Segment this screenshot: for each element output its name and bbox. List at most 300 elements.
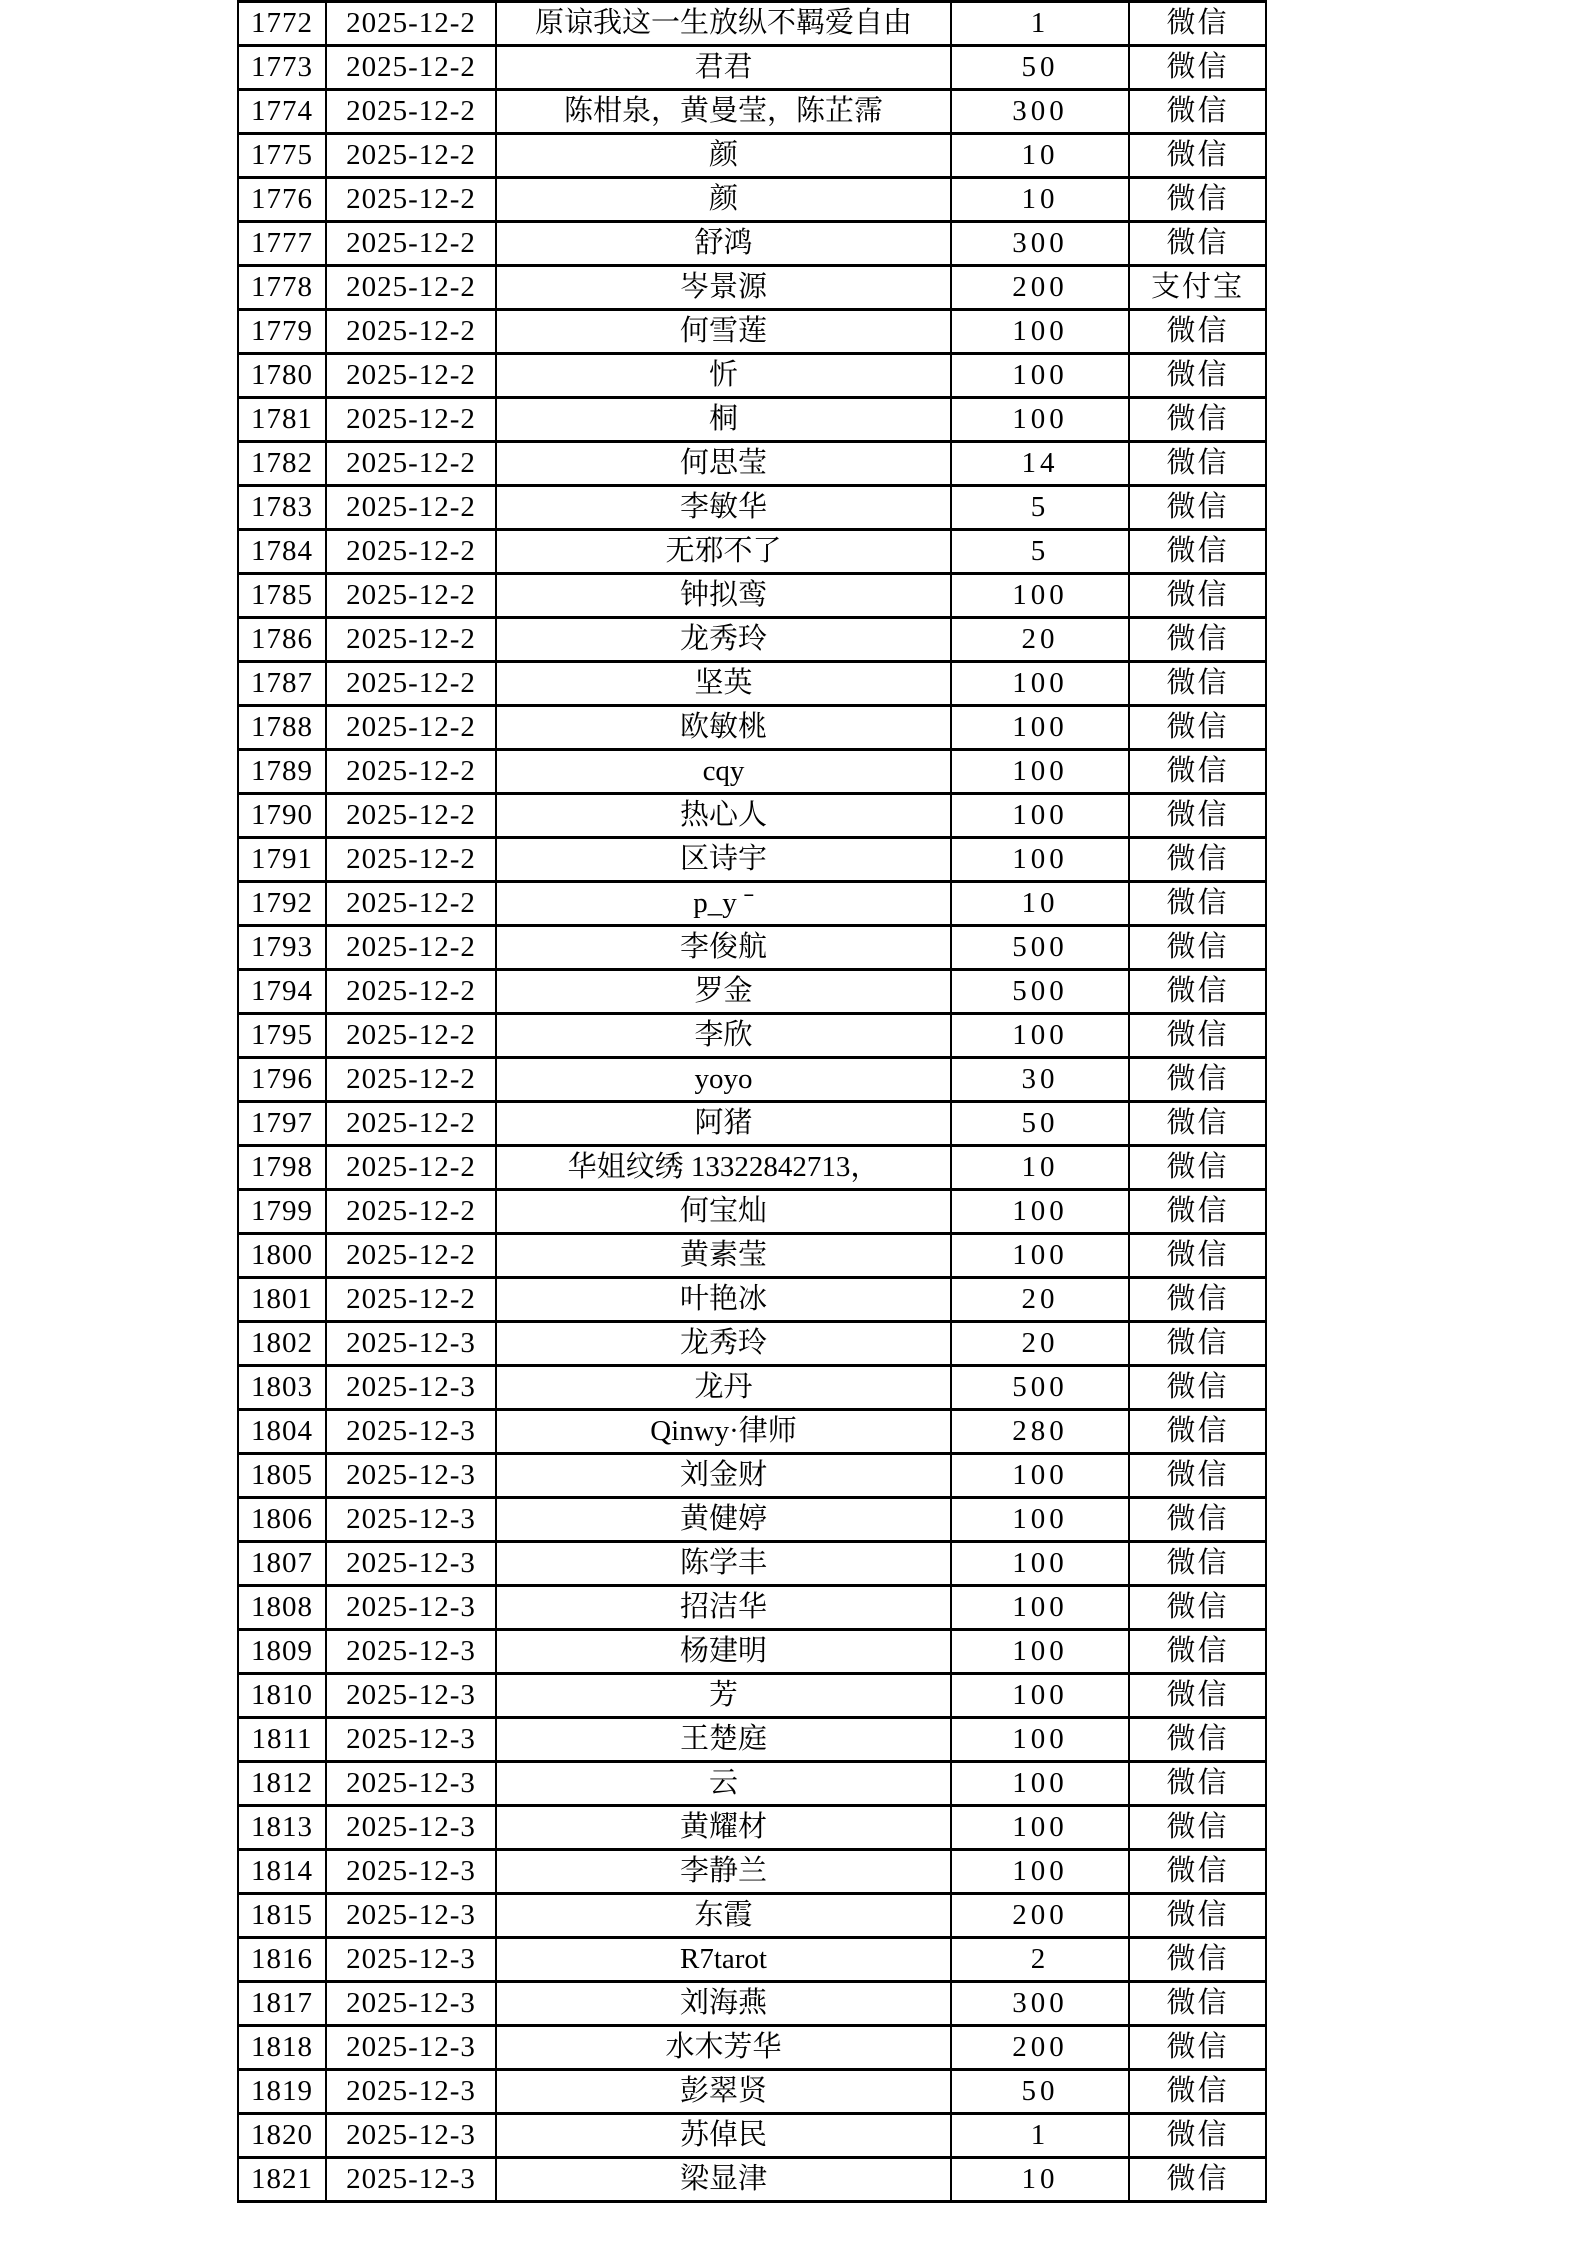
date-cell: 2025-12-2 bbox=[326, 882, 496, 926]
table-row bbox=[238, 1366, 1266, 1410]
amount-cell: 100 bbox=[951, 838, 1129, 882]
amount-cell: 100 bbox=[951, 310, 1129, 354]
row-number-cell: 1803 bbox=[238, 1366, 326, 1410]
name-cell: 华姐纹绣 13322842713， bbox=[496, 1146, 951, 1190]
payment-method-cell: 微信 bbox=[1129, 750, 1266, 794]
name-cell: 黄健婷 bbox=[496, 1498, 951, 1542]
payment-method-cell: 微信 bbox=[1129, 1410, 1266, 1454]
payment-method-cell: 微信 bbox=[1129, 1850, 1266, 1894]
name-cell: 李敏华 bbox=[496, 486, 951, 530]
row-number-cell: 1818 bbox=[238, 2026, 326, 2070]
amount-cell: 100 bbox=[951, 1718, 1129, 1762]
name-cell: 坚英 bbox=[496, 662, 951, 706]
table-row bbox=[238, 530, 1266, 574]
name-cell: R7tarot bbox=[496, 1938, 951, 1982]
amount-cell: 100 bbox=[951, 354, 1129, 398]
payment-method-cell: 微信 bbox=[1129, 1014, 1266, 1058]
amount-cell: 100 bbox=[951, 662, 1129, 706]
payment-method-cell: 微信 bbox=[1129, 310, 1266, 354]
table-row bbox=[238, 222, 1266, 266]
date-cell: 2025-12-2 bbox=[326, 1234, 496, 1278]
name-cell: 桐 bbox=[496, 398, 951, 442]
row-number-cell: 1781 bbox=[238, 398, 326, 442]
payment-method-cell: 微信 bbox=[1129, 1806, 1266, 1850]
payment-method-cell: 微信 bbox=[1129, 46, 1266, 90]
name-cell: 罗金 bbox=[496, 970, 951, 1014]
name-cell: 彭翠贤 bbox=[496, 2070, 951, 2114]
table-row bbox=[238, 2, 1266, 46]
name-cell: 岑景源 bbox=[496, 266, 951, 310]
amount-cell: 500 bbox=[951, 926, 1129, 970]
name-cell: 何雪莲 bbox=[496, 310, 951, 354]
table-row bbox=[238, 90, 1266, 134]
amount-cell: 300 bbox=[951, 1982, 1129, 2026]
row-number-cell: 1795 bbox=[238, 1014, 326, 1058]
name-cell: 梁显津 bbox=[496, 2158, 951, 2202]
amount-cell: 2 bbox=[951, 1938, 1129, 1982]
payment-method-cell: 微信 bbox=[1129, 926, 1266, 970]
name-cell: 热心人 bbox=[496, 794, 951, 838]
date-cell: 2025-12-2 bbox=[326, 266, 496, 310]
donation-record-table bbox=[237, 0, 1267, 2203]
payment-method-cell: 微信 bbox=[1129, 1542, 1266, 1586]
row-number-cell: 1791 bbox=[238, 838, 326, 882]
amount-cell: 10 bbox=[951, 134, 1129, 178]
date-cell: 2025-12-2 bbox=[326, 530, 496, 574]
date-cell: 2025-12-2 bbox=[326, 354, 496, 398]
payment-method-cell: 微信 bbox=[1129, 1674, 1266, 1718]
table-row bbox=[238, 1718, 1266, 1762]
payment-method-cell: 微信 bbox=[1129, 2026, 1266, 2070]
amount-cell: 100 bbox=[951, 794, 1129, 838]
row-number-cell: 1773 bbox=[238, 46, 326, 90]
row-number-cell: 1821 bbox=[238, 2158, 326, 2202]
payment-method-cell: 微信 bbox=[1129, 1938, 1266, 1982]
date-cell: 2025-12-3 bbox=[326, 1322, 496, 1366]
date-cell: 2025-12-2 bbox=[326, 310, 496, 354]
payment-method-cell: 微信 bbox=[1129, 882, 1266, 926]
amount-cell: 14 bbox=[951, 442, 1129, 486]
row-number-cell: 1776 bbox=[238, 178, 326, 222]
table-row bbox=[238, 1674, 1266, 1718]
amount-cell: 500 bbox=[951, 970, 1129, 1014]
amount-cell: 20 bbox=[951, 1322, 1129, 1366]
date-cell: 2025-12-3 bbox=[326, 1762, 496, 1806]
date-cell: 2025-12-2 bbox=[326, 662, 496, 706]
payment-method-cell: 微信 bbox=[1129, 706, 1266, 750]
payment-method-cell: 微信 bbox=[1129, 1498, 1266, 1542]
row-number-cell: 1797 bbox=[238, 1102, 326, 1146]
amount-cell: 10 bbox=[951, 2158, 1129, 2202]
row-number-cell: 1800 bbox=[238, 1234, 326, 1278]
table-row bbox=[238, 1498, 1266, 1542]
date-cell: 2025-12-2 bbox=[326, 1102, 496, 1146]
amount-cell: 20 bbox=[951, 618, 1129, 662]
name-cell: 刘海燕 bbox=[496, 1982, 951, 2026]
date-cell: 2025-12-2 bbox=[326, 618, 496, 662]
amount-cell: 200 bbox=[951, 2026, 1129, 2070]
name-cell: 黄耀材 bbox=[496, 1806, 951, 1850]
name-cell: 黄素莹 bbox=[496, 1234, 951, 1278]
row-number-cell: 1784 bbox=[238, 530, 326, 574]
payment-method-cell: 微信 bbox=[1129, 1454, 1266, 1498]
name-cell: 苏倬民 bbox=[496, 2114, 951, 2158]
row-number-cell: 1786 bbox=[238, 618, 326, 662]
name-cell: 区诗宇 bbox=[496, 838, 951, 882]
date-cell: 2025-12-2 bbox=[326, 838, 496, 882]
amount-cell: 20 bbox=[951, 1278, 1129, 1322]
amount-cell: 300 bbox=[951, 222, 1129, 266]
name-cell: 龙丹 bbox=[496, 1366, 951, 1410]
payment-method-cell: 微信 bbox=[1129, 2, 1266, 46]
table-row bbox=[238, 486, 1266, 530]
name-cell: 李欣 bbox=[496, 1014, 951, 1058]
table-row bbox=[238, 1982, 1266, 2026]
name-cell: 何思莹 bbox=[496, 442, 951, 486]
payment-method-cell: 微信 bbox=[1129, 1234, 1266, 1278]
amount-cell: 500 bbox=[951, 1366, 1129, 1410]
row-number-cell: 1798 bbox=[238, 1146, 326, 1190]
payment-method-cell: 微信 bbox=[1129, 134, 1266, 178]
date-cell: 2025-12-3 bbox=[326, 2026, 496, 2070]
name-cell: 君君 bbox=[496, 46, 951, 90]
date-cell: 2025-12-3 bbox=[326, 1366, 496, 1410]
table-row bbox=[238, 2114, 1266, 2158]
payment-method-cell: 微信 bbox=[1129, 1718, 1266, 1762]
payment-method-cell: 微信 bbox=[1129, 1322, 1266, 1366]
name-cell: p_y ˉ bbox=[496, 882, 951, 926]
date-cell: 2025-12-2 bbox=[326, 1058, 496, 1102]
date-cell: 2025-12-2 bbox=[326, 706, 496, 750]
table-row bbox=[238, 354, 1266, 398]
amount-cell: 100 bbox=[951, 1630, 1129, 1674]
table-row bbox=[238, 1014, 1266, 1058]
name-cell: 龙秀玲 bbox=[496, 1322, 951, 1366]
amount-cell: 5 bbox=[951, 530, 1129, 574]
payment-method-cell: 微信 bbox=[1129, 90, 1266, 134]
table-row bbox=[238, 398, 1266, 442]
payment-method-cell: 微信 bbox=[1129, 1366, 1266, 1410]
date-cell: 2025-12-2 bbox=[326, 970, 496, 1014]
table-row bbox=[238, 750, 1266, 794]
table-row bbox=[238, 1630, 1266, 1674]
date-cell: 2025-12-3 bbox=[326, 1718, 496, 1762]
row-number-cell: 1792 bbox=[238, 882, 326, 926]
table-row bbox=[238, 2158, 1266, 2202]
table-row bbox=[238, 1894, 1266, 1938]
date-cell: 2025-12-2 bbox=[326, 1190, 496, 1234]
row-number-cell: 1808 bbox=[238, 1586, 326, 1630]
amount-cell: 50 bbox=[951, 46, 1129, 90]
row-number-cell: 1819 bbox=[238, 2070, 326, 2114]
name-cell: 李静兰 bbox=[496, 1850, 951, 1894]
name-cell: Qinwy·律师 bbox=[496, 1410, 951, 1454]
table-row bbox=[238, 618, 1266, 662]
name-cell: 王楚庭 bbox=[496, 1718, 951, 1762]
table-row bbox=[238, 442, 1266, 486]
table-row bbox=[238, 1322, 1266, 1366]
row-number-cell: 1790 bbox=[238, 794, 326, 838]
table-row bbox=[238, 1102, 1266, 1146]
name-cell: 无邪不了 bbox=[496, 530, 951, 574]
name-cell: 欧敏桃 bbox=[496, 706, 951, 750]
row-number-cell: 1788 bbox=[238, 706, 326, 750]
date-cell: 2025-12-2 bbox=[326, 398, 496, 442]
row-number-cell: 1817 bbox=[238, 1982, 326, 2026]
name-cell: 原谅我这一生放纵不羁爱自由 bbox=[496, 2, 951, 46]
table-row bbox=[238, 46, 1266, 90]
date-cell: 2025-12-2 bbox=[326, 222, 496, 266]
date-cell: 2025-12-2 bbox=[326, 750, 496, 794]
row-number-cell: 1796 bbox=[238, 1058, 326, 1102]
date-cell: 2025-12-2 bbox=[326, 90, 496, 134]
date-cell: 2025-12-2 bbox=[326, 178, 496, 222]
date-cell: 2025-12-3 bbox=[326, 1586, 496, 1630]
date-cell: 2025-12-3 bbox=[326, 2158, 496, 2202]
payment-method-cell: 微信 bbox=[1129, 1586, 1266, 1630]
date-cell: 2025-12-3 bbox=[326, 1982, 496, 2026]
table-row bbox=[238, 662, 1266, 706]
date-cell: 2025-12-2 bbox=[326, 926, 496, 970]
payment-method-cell: 微信 bbox=[1129, 442, 1266, 486]
date-cell: 2025-12-2 bbox=[326, 442, 496, 486]
payment-method-cell: 微信 bbox=[1129, 222, 1266, 266]
payment-method-cell: 微信 bbox=[1129, 2114, 1266, 2158]
table-body bbox=[238, 2, 1266, 2202]
row-number-cell: 1785 bbox=[238, 574, 326, 618]
name-cell: 何宝灿 bbox=[496, 1190, 951, 1234]
payment-method-cell: 微信 bbox=[1129, 794, 1266, 838]
date-cell: 2025-12-3 bbox=[326, 2070, 496, 2114]
payment-method-cell: 支付宝 bbox=[1129, 266, 1266, 310]
table-row bbox=[238, 1542, 1266, 1586]
payment-method-cell: 微信 bbox=[1129, 2158, 1266, 2202]
row-number-cell: 1810 bbox=[238, 1674, 326, 1718]
table-row bbox=[238, 1454, 1266, 1498]
name-cell: 招洁华 bbox=[496, 1586, 951, 1630]
row-number-cell: 1813 bbox=[238, 1806, 326, 1850]
date-cell: 2025-12-3 bbox=[326, 1806, 496, 1850]
amount-cell: 100 bbox=[951, 574, 1129, 618]
table-row bbox=[238, 882, 1266, 926]
payment-method-cell: 微信 bbox=[1129, 1146, 1266, 1190]
date-cell: 2025-12-3 bbox=[326, 1850, 496, 1894]
name-cell: 舒鸿 bbox=[496, 222, 951, 266]
table-row bbox=[238, 1278, 1266, 1322]
amount-cell: 1 bbox=[951, 2114, 1129, 2158]
row-number-cell: 1815 bbox=[238, 1894, 326, 1938]
row-number-cell: 1793 bbox=[238, 926, 326, 970]
amount-cell: 5 bbox=[951, 486, 1129, 530]
table-row bbox=[238, 1586, 1266, 1630]
payment-method-cell: 微信 bbox=[1129, 838, 1266, 882]
amount-cell: 10 bbox=[951, 178, 1129, 222]
payment-method-cell: 微信 bbox=[1129, 618, 1266, 662]
row-number-cell: 1804 bbox=[238, 1410, 326, 1454]
payment-method-cell: 微信 bbox=[1129, 354, 1266, 398]
table-row bbox=[238, 178, 1266, 222]
table-row bbox=[238, 2026, 1266, 2070]
row-number-cell: 1783 bbox=[238, 486, 326, 530]
amount-cell: 10 bbox=[951, 1146, 1129, 1190]
amount-cell: 100 bbox=[951, 1542, 1129, 1586]
name-cell: 阿猪 bbox=[496, 1102, 951, 1146]
amount-cell: 100 bbox=[951, 1498, 1129, 1542]
payment-method-cell: 微信 bbox=[1129, 1762, 1266, 1806]
amount-cell: 100 bbox=[951, 1014, 1129, 1058]
table-row bbox=[238, 310, 1266, 354]
amount-cell: 100 bbox=[951, 398, 1129, 442]
name-cell: 陈柑泉，黄曼莹，陈芷霈 bbox=[496, 90, 951, 134]
date-cell: 2025-12-2 bbox=[326, 574, 496, 618]
table-row bbox=[238, 1058, 1266, 1102]
table-row bbox=[238, 2070, 1266, 2114]
payment-method-cell: 微信 bbox=[1129, 2070, 1266, 2114]
table-row bbox=[238, 1806, 1266, 1850]
row-number-cell: 1816 bbox=[238, 1938, 326, 1982]
row-number-cell: 1809 bbox=[238, 1630, 326, 1674]
date-cell: 2025-12-3 bbox=[326, 1894, 496, 1938]
amount-cell: 100 bbox=[951, 1674, 1129, 1718]
date-cell: 2025-12-2 bbox=[326, 1014, 496, 1058]
row-number-cell: 1805 bbox=[238, 1454, 326, 1498]
table-row bbox=[238, 574, 1266, 618]
name-cell: 忻 bbox=[496, 354, 951, 398]
date-cell: 2025-12-2 bbox=[326, 486, 496, 530]
date-cell: 2025-12-2 bbox=[326, 1146, 496, 1190]
table-row bbox=[238, 1938, 1266, 1982]
payment-method-cell: 微信 bbox=[1129, 1982, 1266, 2026]
name-cell: 陈学丰 bbox=[496, 1542, 951, 1586]
amount-cell: 100 bbox=[951, 1454, 1129, 1498]
table-row bbox=[238, 970, 1266, 1014]
row-number-cell: 1799 bbox=[238, 1190, 326, 1234]
date-cell: 2025-12-3 bbox=[326, 1542, 496, 1586]
name-cell: 水木芳华 bbox=[496, 2026, 951, 2070]
name-cell: 李俊航 bbox=[496, 926, 951, 970]
amount-cell: 50 bbox=[951, 1102, 1129, 1146]
row-number-cell: 1802 bbox=[238, 1322, 326, 1366]
table-row bbox=[238, 838, 1266, 882]
amount-cell: 300 bbox=[951, 90, 1129, 134]
payment-method-cell: 微信 bbox=[1129, 662, 1266, 706]
row-number-cell: 1807 bbox=[238, 1542, 326, 1586]
date-cell: 2025-12-2 bbox=[326, 1278, 496, 1322]
row-number-cell: 1812 bbox=[238, 1762, 326, 1806]
amount-cell: 100 bbox=[951, 750, 1129, 794]
name-cell: 刘金财 bbox=[496, 1454, 951, 1498]
row-number-cell: 1777 bbox=[238, 222, 326, 266]
date-cell: 2025-12-3 bbox=[326, 1410, 496, 1454]
row-number-cell: 1820 bbox=[238, 2114, 326, 2158]
row-number-cell: 1789 bbox=[238, 750, 326, 794]
name-cell: 云 bbox=[496, 1762, 951, 1806]
row-number-cell: 1772 bbox=[238, 2, 326, 46]
amount-cell: 200 bbox=[951, 266, 1129, 310]
table-row bbox=[238, 926, 1266, 970]
name-cell: yoyo bbox=[496, 1058, 951, 1102]
payment-method-cell: 微信 bbox=[1129, 398, 1266, 442]
row-number-cell: 1811 bbox=[238, 1718, 326, 1762]
name-cell: cqy bbox=[496, 750, 951, 794]
name-cell: 龙秀玲 bbox=[496, 618, 951, 662]
amount-cell: 280 bbox=[951, 1410, 1129, 1454]
date-cell: 2025-12-3 bbox=[326, 2114, 496, 2158]
amount-cell: 100 bbox=[951, 1806, 1129, 1850]
row-number-cell: 1779 bbox=[238, 310, 326, 354]
payment-method-cell: 微信 bbox=[1129, 1278, 1266, 1322]
payment-method-cell: 微信 bbox=[1129, 1058, 1266, 1102]
name-cell: 杨建明 bbox=[496, 1630, 951, 1674]
date-cell: 2025-12-3 bbox=[326, 1674, 496, 1718]
name-cell: 叶艳冰 bbox=[496, 1278, 951, 1322]
date-cell: 2025-12-2 bbox=[326, 46, 496, 90]
payment-method-cell: 微信 bbox=[1129, 970, 1266, 1014]
date-cell: 2025-12-3 bbox=[326, 1498, 496, 1542]
payment-method-cell: 微信 bbox=[1129, 574, 1266, 618]
name-cell: 东霞 bbox=[496, 1894, 951, 1938]
amount-cell: 100 bbox=[951, 1850, 1129, 1894]
row-number-cell: 1787 bbox=[238, 662, 326, 706]
row-number-cell: 1774 bbox=[238, 90, 326, 134]
amount-cell: 100 bbox=[951, 1190, 1129, 1234]
payment-method-cell: 微信 bbox=[1129, 1190, 1266, 1234]
amount-cell: 100 bbox=[951, 1762, 1129, 1806]
table-row bbox=[238, 1850, 1266, 1894]
amount-cell: 100 bbox=[951, 706, 1129, 750]
payment-method-cell: 微信 bbox=[1129, 178, 1266, 222]
amount-cell: 200 bbox=[951, 1894, 1129, 1938]
table-row bbox=[238, 1762, 1266, 1806]
amount-cell: 30 bbox=[951, 1058, 1129, 1102]
table-row bbox=[238, 794, 1266, 838]
name-cell: 颜 bbox=[496, 134, 951, 178]
amount-cell: 100 bbox=[951, 1234, 1129, 1278]
date-cell: 2025-12-2 bbox=[326, 134, 496, 178]
payment-method-cell: 微信 bbox=[1129, 1102, 1266, 1146]
table-row bbox=[238, 706, 1266, 750]
row-number-cell: 1814 bbox=[238, 1850, 326, 1894]
row-number-cell: 1778 bbox=[238, 266, 326, 310]
payment-method-cell: 微信 bbox=[1129, 486, 1266, 530]
name-cell: 芳 bbox=[496, 1674, 951, 1718]
amount-cell: 50 bbox=[951, 2070, 1129, 2114]
row-number-cell: 1794 bbox=[238, 970, 326, 1014]
date-cell: 2025-12-2 bbox=[326, 794, 496, 838]
date-cell: 2025-12-3 bbox=[326, 1454, 496, 1498]
table-row bbox=[238, 134, 1266, 178]
row-number-cell: 1775 bbox=[238, 134, 326, 178]
date-cell: 2025-12-3 bbox=[326, 1630, 496, 1674]
table-row bbox=[238, 1146, 1266, 1190]
date-cell: 2025-12-3 bbox=[326, 1938, 496, 1982]
row-number-cell: 1801 bbox=[238, 1278, 326, 1322]
payment-method-cell: 微信 bbox=[1129, 530, 1266, 574]
row-number-cell: 1782 bbox=[238, 442, 326, 486]
name-cell: 颜 bbox=[496, 178, 951, 222]
table-row bbox=[238, 1410, 1266, 1454]
table-row bbox=[238, 1190, 1266, 1234]
amount-cell: 100 bbox=[951, 1586, 1129, 1630]
table-row bbox=[238, 1234, 1266, 1278]
payment-method-cell: 微信 bbox=[1129, 1630, 1266, 1674]
amount-cell: 10 bbox=[951, 882, 1129, 926]
date-cell: 2025-12-2 bbox=[326, 2, 496, 46]
table-row bbox=[238, 266, 1266, 310]
name-cell: 钟拟鸾 bbox=[496, 574, 951, 618]
payment-method-cell: 微信 bbox=[1129, 1894, 1266, 1938]
row-number-cell: 1806 bbox=[238, 1498, 326, 1542]
